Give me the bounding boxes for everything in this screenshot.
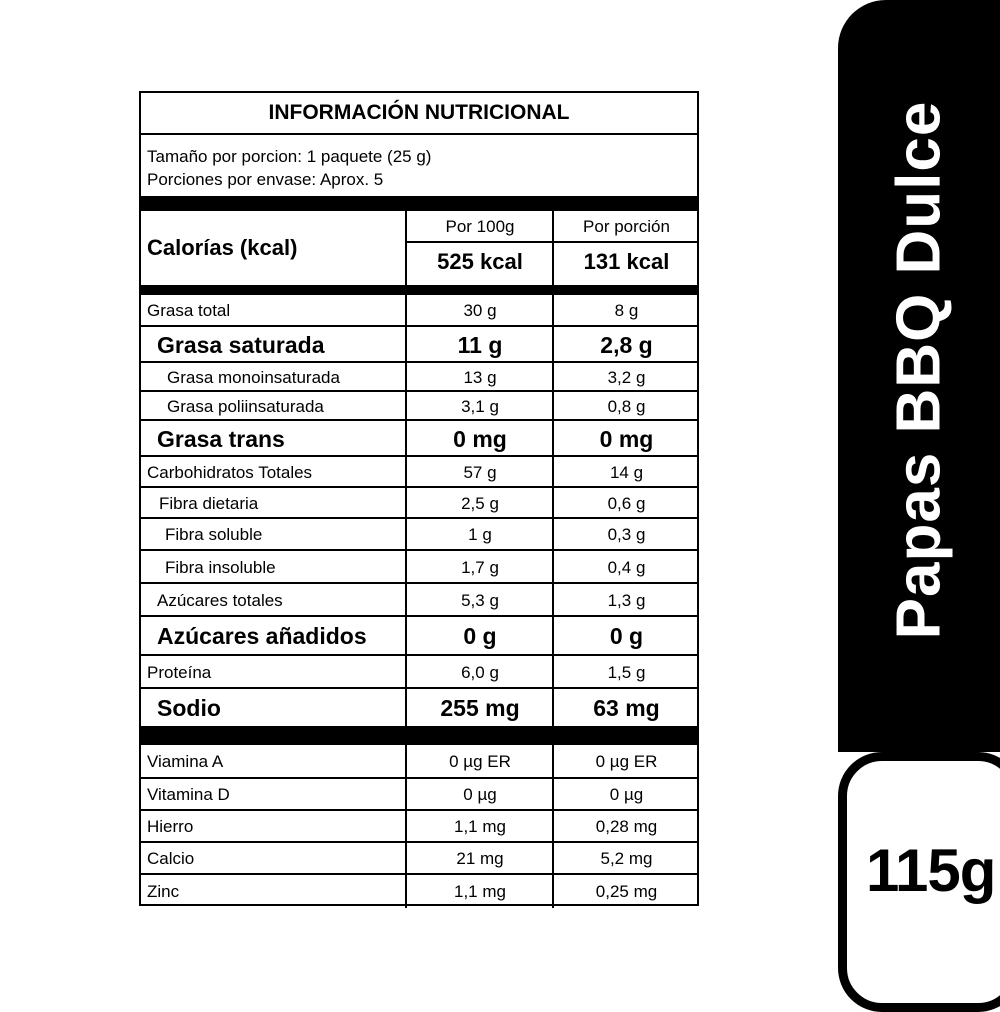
value-per-100g: 0 µg ER xyxy=(449,752,511,771)
table-row xyxy=(141,617,697,656)
product-name: Papas BBQ Dulce xyxy=(884,100,954,640)
nutrient-label: Proteína xyxy=(147,662,212,682)
value-per-100g: 1,1 mg xyxy=(454,817,506,836)
table-row xyxy=(141,875,697,908)
nutrient-label: Fibra soluble xyxy=(165,525,263,544)
value-per-100g: 0 mg xyxy=(453,425,507,452)
serving-info xyxy=(141,145,697,191)
value-per-portion: 0,28 mg xyxy=(595,817,658,836)
nutrient-label: Viamina A xyxy=(147,752,224,771)
table-title: INFORMACIÓN NUTRICIONAL xyxy=(268,101,570,124)
nutrient-label: Calcio xyxy=(147,849,195,868)
nutrient-label: Fibra dietaria xyxy=(159,493,259,513)
value-per-100g: 3,1 g xyxy=(461,396,499,416)
thick-divider xyxy=(141,285,697,295)
table-row xyxy=(141,519,697,551)
calories-per-portion: 131 kcal xyxy=(583,249,670,274)
table-row xyxy=(141,584,697,617)
table-title-row xyxy=(141,93,697,135)
nutrient-label: Fibra insoluble xyxy=(165,557,276,577)
nutrient-label: Sodio xyxy=(157,695,221,721)
table-row xyxy=(141,327,697,363)
value-per-100g: 2,5 g xyxy=(461,493,499,513)
calories-label: Calorías (kcal) xyxy=(147,235,298,260)
table-row xyxy=(141,421,697,457)
value-per-100g: 30 g xyxy=(463,301,497,320)
value-per-100g: 1,7 g xyxy=(461,557,499,577)
calories-section xyxy=(141,211,697,295)
net-weight: 115g xyxy=(866,837,996,904)
value-per-100g: 57 g xyxy=(463,462,497,482)
nutrient-label: Grasa saturada xyxy=(157,331,325,358)
table-row xyxy=(141,745,697,779)
value-per-portion: 3,2 g xyxy=(607,367,646,387)
nutrient-label: Grasa poliinsaturada xyxy=(167,396,324,416)
servings-per-container: Porciones por envase: Aprox. 5 xyxy=(147,170,384,189)
value-per-portion: 0 g xyxy=(609,623,644,649)
nutrient-label: Azúcares totales xyxy=(157,590,283,610)
nutrient-label: Hierro xyxy=(147,817,194,836)
value-per-100g: 0 g xyxy=(463,623,497,649)
value-per-100g: 6,0 g xyxy=(461,662,499,682)
value-per-portion: 0,4 g xyxy=(607,557,646,577)
table-row xyxy=(141,363,697,392)
table-row xyxy=(141,295,697,327)
table-row xyxy=(141,689,697,728)
value-per-portion: 2,8 g xyxy=(600,331,653,358)
table-row xyxy=(141,656,697,689)
table-row xyxy=(141,457,697,488)
value-per-portion: 0,6 g xyxy=(607,493,646,513)
table-row xyxy=(141,779,697,811)
value-per-portion: 14 g xyxy=(609,462,644,482)
value-per-100g: 5,3 g xyxy=(461,590,499,610)
value-per-100g: 13 g xyxy=(463,367,497,387)
nutrient-label: Grasa monoinsaturada xyxy=(167,367,340,387)
value-per-portion: 1,3 g xyxy=(607,590,646,610)
column-divider xyxy=(405,211,407,908)
serving-size: Tamaño por porcion: 1 paquete (25 g) xyxy=(147,147,432,166)
table-row xyxy=(141,843,697,875)
value-per-portion: 0,25 mg xyxy=(595,881,658,901)
nutrient-label: Azúcares añadidos xyxy=(157,623,367,649)
nutrient-label: Zinc xyxy=(147,881,180,901)
value-per-portion: 5,2 mg xyxy=(600,849,653,868)
table-row xyxy=(141,551,697,584)
value-per-100g: 11 g xyxy=(457,331,503,358)
value-per-portion: 0,8 g xyxy=(607,396,646,416)
value-per-portion: 0 µg xyxy=(609,785,644,804)
col1-header: Por 100g xyxy=(445,217,515,236)
value-per-portion: 0 µg ER xyxy=(595,752,658,771)
nutrient-label: Grasa trans xyxy=(157,425,285,452)
column-divider xyxy=(552,211,554,908)
thick-divider xyxy=(141,728,697,745)
value-per-100g: 21 mg xyxy=(456,849,504,868)
nutrient-label: Grasa total xyxy=(147,301,231,320)
value-per-100g: 0 µg xyxy=(463,785,497,804)
value-per-portion: 1,5 g xyxy=(607,662,646,682)
thick-divider xyxy=(141,196,697,211)
table-row xyxy=(141,811,697,843)
calories-per-100g: 525 kcal xyxy=(437,249,523,274)
value-per-100g: 1,1 mg xyxy=(454,881,506,901)
value-per-100g: 255 mg xyxy=(440,695,520,721)
value-per-portion: 0 mg xyxy=(599,425,654,452)
nutrient-label: Vitamina D xyxy=(147,785,230,804)
value-per-portion: 8 g xyxy=(614,301,639,320)
value-per-portion: 0,3 g xyxy=(607,525,646,544)
nutrient-label: Carbohidratos Totales xyxy=(147,462,313,482)
table-row xyxy=(141,488,697,519)
value-per-portion: 63 mg xyxy=(593,695,660,721)
value-per-100g: 1 g xyxy=(468,525,492,544)
nutrition-facts-table xyxy=(139,91,699,906)
table-row xyxy=(141,392,697,421)
col2-header: Por porción xyxy=(583,217,670,236)
